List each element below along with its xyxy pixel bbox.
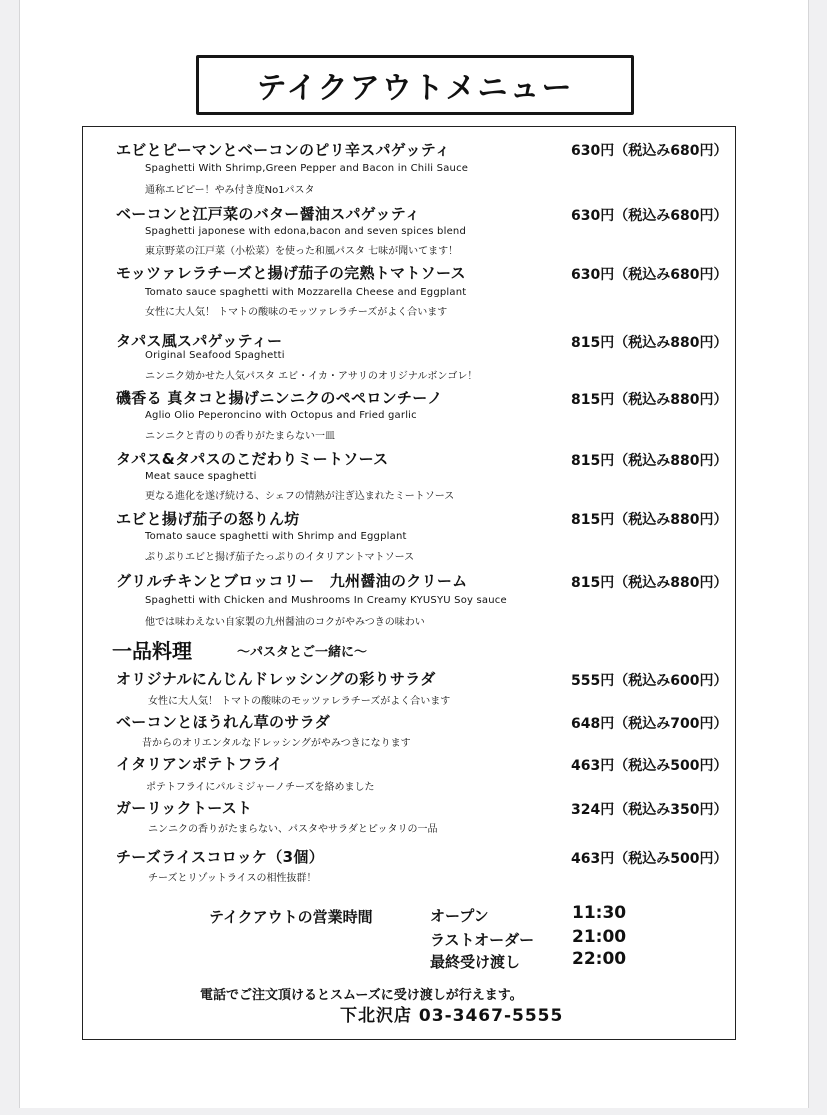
menu-item-price: 324円（税込み350円） [571,802,728,818]
menu-item-name: ガーリックトースト [116,799,253,817]
menu-item-description: ニンニクの香りがたまらない、パスタやサラダとピッタリの一品 [148,824,438,835]
menu-item-price: 555円（税込み600円） [571,673,728,689]
menu-item-price: 630円（税込み680円） [571,208,728,224]
page-title: テイクアウトメニュー [196,55,634,115]
menu-item-name: タパス&タパスのこだわりミートソース [116,450,389,468]
menu-item-name: イタリアンポテトフライ [116,755,283,773]
hours-key: ラストオーダー [430,931,535,949]
hours-key: オープン [430,907,489,925]
menu-item-price: 815円（税込み880円） [571,512,728,528]
menu-item-name: オリジナルにんじんドレッシングの彩りサラダ [116,670,436,688]
menu-item-description: 更なる進化を遂げ続ける、シェフの情熱が注ぎ込まれたミートソース [145,491,455,502]
menu-item-description: 女性に大人気！ トマトの酸味のモッツァレラチーズがよく合います [148,696,451,707]
takeout-hours-label: テイクアウトの営業時間 [209,908,373,926]
menu-item-description: チーズとリゾットライスの相性抜群！ [148,873,317,884]
phone-order-notice: 電話でご注文頂けるとスムーズに受け渡しが行えます。 [200,988,523,1003]
menu-item-name: タパス風スパゲッティー [116,332,283,350]
menu-item-price: 630円（税込み680円） [571,143,728,159]
menu-item-name: 磯香る 真タコと揚げニンニクのペペロンチーノ [116,389,443,407]
menu-item-english: Spaghetti japonese with edona,bacon and seven spices blend [145,226,467,237]
menu-item-english: Aglio Olio Peperoncino with Octopus and Fried garlic [145,410,417,421]
menu-item-description: ニンニクと青のりの香りがたまらない一皿 [145,431,335,442]
menu-item-english: Tomato sauce spaghetti with Shrimp and Eggplant [145,531,407,542]
menu-item-description: ぷりぷりエビと揚げ茄子たっぷりのイタリアントマトソース [145,552,415,563]
menu-item-description: 女性に大人気！ トマトの酸味のモッツァレラチーズがよく合います [145,307,448,318]
menu-item-price: 630円（税込み680円） [571,267,728,283]
section-heading: 一品料理 [112,639,192,663]
menu-item-price: 815円（税込み880円） [571,453,728,469]
menu-item-price: 463円（税込み500円） [571,851,728,867]
menu-item-english: Original Seafood Spaghetti [145,350,285,361]
hours-value: 22:00 [572,949,627,969]
menu-item-english: Spaghetti with Chicken and Mushrooms In Creamy KYUSYU Soy sauce [145,595,507,606]
menu-item-name: エビと揚げ茄子の怒りん坊 [116,510,300,528]
menu-item-description: ポテトフライにパルミジャーノチーズを絡めました [146,782,375,793]
menu-item-english: Meat sauce spaghetti [145,471,257,482]
menu-item-description: ニンニク効かせた人気パスタ エビ・イカ・アサリのオリジナルボンゴレ！ [145,371,478,382]
menu-item-english: Spaghetti With Shrimp,Green Pepper and Bacon in Chili Sauce [145,163,469,174]
menu-item-description: 東京野菜の江戸菜（小松菜）を使った和風パスタ 七味が聞いてます！ [145,246,459,257]
menu-item-name: エビとピーマンとベーコンのピリ辛スパゲッティ [116,141,451,159]
section-subheading: 〜パスタとご一緒に〜 [237,645,368,660]
shop-phone: 下北沢店 03-3467-5555 [340,1006,564,1026]
menu-item-name: チーズライスコロッケ（3個） [116,848,324,866]
menu-item-price: 815円（税込み880円） [571,392,728,408]
menu-item-description: 通称エピピー！やみ付き度No1パスタ [145,185,315,196]
menu-item-description: 昔からのオリエンタルなドレッシングがやみつきになります [142,738,411,749]
menu-item-price: 463円（税込み500円） [571,758,728,774]
hours-key: 最終受け渡し [430,953,521,971]
menu-item-name: ベーコンと江戸菜のバター醤油スパゲッティ [116,205,421,223]
menu-item-price: 815円（税込み880円） [571,575,728,591]
menu-item-english: Tomato sauce spaghetti with Mozzarella Cheese and Eggplant [145,287,467,298]
hours-value: 21:00 [572,927,627,947]
menu-item-description: 他では味わえない自家製の九州醤油のコクがやみつきの味わい [145,617,425,628]
menu-item-name: モッツァレラチーズと揚げ茄子の完熟トマトソース [116,264,466,282]
hours-value: 11:30 [572,903,627,923]
menu-item-name: ベーコンとほうれん草のサラダ [116,713,331,731]
menu-item-price: 815円（税込み880円） [571,335,728,351]
menu-item-name: グリルチキンとブロッコリー 九州醤油のクリーム [116,572,468,590]
menu-item-price: 648円（税込み700円） [571,716,728,732]
